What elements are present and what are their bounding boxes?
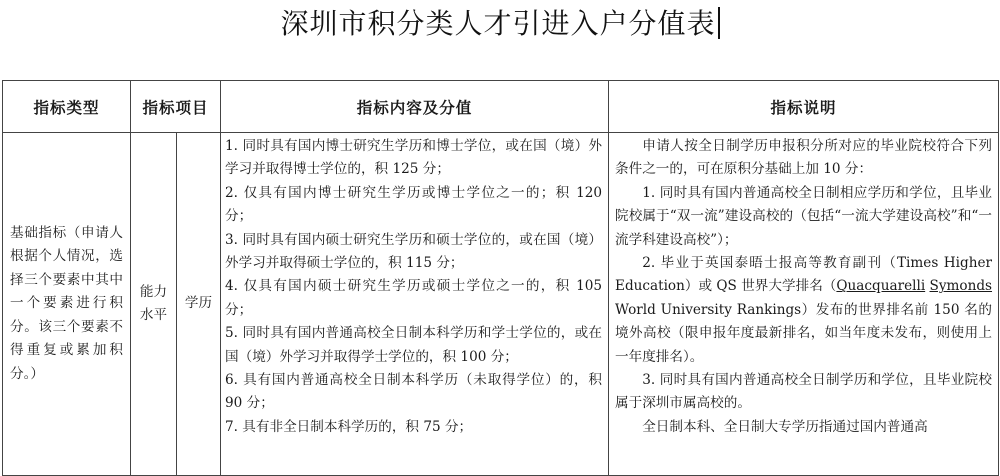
desc-item-1: 1. 同时具有国内普通高校全日制相应学历和学位，且毕业院校属于“双一流”建设高校的（包括“一流大学建设高校”和“一流学科建设高校”）； [615,184,993,248]
desc-intro: 申请人按全日制学历申报积分所对应的毕业院校符合下列条件之一的，可在原积分基础上加 10 分： [615,138,993,178]
desc-item-2 [615,252,992,369]
indicator-item-cell [131,133,177,476]
indicator-subitem-cell [177,133,221,476]
desc-item-2-part-b: World University Rankings）发布的世界排名前 150 名的境外高校（限申报年度最新排名，如当年度未发布，则使用上一年度排名）。 [615,301,993,365]
desc-item-2-part-a: 2. 毕业于英国泰晤士报高等教育副刊（Times Higher Education）或 QS 世界大学排名（ [615,255,993,295]
indicator-type-text: 基础指标（申请人根据个人情况，选择三个要素中其中一个要素进行积分。该三个要素不得重复或累加积分。） [10,225,123,382]
page-title-text: 深圳市积分类人才引进入户分值表 [280,7,716,40]
text-cursor [718,7,720,39]
content-item-6: 6. 具有国内普通高校全日制本科学历（未取得学位）的，积 90 分； [225,372,603,412]
desc-item-2-underline-2: Symonds [929,278,993,295]
desc-item-2-underline-1: Quacquarelli [836,278,926,295]
content-item-2: 2. 仅具有国内博士研究生学历或博士学位之一的；积 120 分； [225,184,603,225]
content-item-7: 7. 具有非全日制本科学历的，积 75 分； [225,418,473,435]
desc-item-3: 3. 同时具有国内普通高校全日制学历和学位，且毕业院校属于深圳市属高校的。 [615,372,993,412]
indicator-item-line1: 能力 [139,283,168,300]
header-desc: 指标说明 [609,81,999,133]
content-item-1: 1. 同时具有国内博士研究生学历和博士学位，或在国（境）外学习并取得博士学位的，积 125 分； [225,138,603,178]
content-item-5: 5. 同时具有国内普通高校全日制本科学历和学士学位的，或在国（境）外学习并取得学士学位的，积 100 分； [225,325,603,365]
header-content: 指标内容及分值 [221,81,609,133]
indicator-item-line2: 水平 [139,307,168,323]
header-item: 指标项目 [131,81,221,133]
indicator-type-cell [3,133,131,476]
desc-item-4: 全日制本科、全日制大专学历指通过国内普通高 [642,418,928,435]
indicator-subitem: 学历 [184,295,213,312]
content-item-4: 4. 仅具有国内硕士研究生学历或硕士学位之一的，积 105 分； [225,278,603,318]
table-header-row [3,81,999,133]
header-type: 指标类型 [3,81,131,133]
content-item-3: 3. 同时具有国内硕士研究生学历和硕士学位的，或在国（境）外学习并取得硕士学位的，积 115 分； [225,231,603,272]
score-table [2,80,999,476]
table-row [3,133,999,476]
page-title [0,4,1000,44]
description-cell [609,133,999,476]
content-cell [221,133,609,476]
